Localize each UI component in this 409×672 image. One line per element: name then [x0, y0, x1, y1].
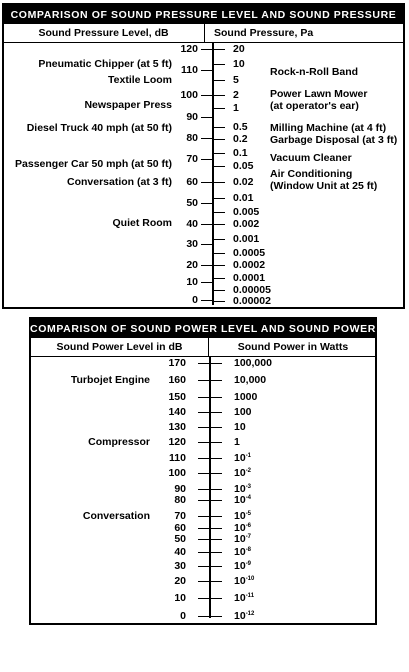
power-watts-label: 1 [234, 436, 240, 448]
power-db-tick-mark [198, 598, 210, 599]
power-watts-tick-mark [210, 412, 222, 413]
power-exponent: -4 [245, 495, 252, 501]
power-exponent: -3 [245, 484, 252, 490]
sound-pressure-title: COMPARISON OF SOUND PRESSURE LEVEL AND SOUND PRESSURE [4, 5, 403, 24]
power-watts-tick-mark [210, 427, 222, 428]
sound-power-panel [29, 317, 377, 625]
power-watts-label: 100,000 [234, 357, 272, 369]
power-watts-tick-mark [210, 380, 222, 381]
power-exponent: -2 [245, 468, 252, 474]
power-db-label: 30 [174, 560, 186, 572]
power-watts-tick-mark [210, 566, 222, 567]
noise-source-label: Conversation (at 3 ft) [66, 176, 172, 188]
power-exponent: -7 [245, 534, 252, 540]
pa-tick-label: 5 [233, 74, 239, 86]
noise-source-line: Air Conditioning [270, 168, 353, 180]
power-db-tick-mark [198, 616, 210, 617]
pa-tick-label: 0.0001 [233, 272, 266, 284]
pa-tick-label: 0.01 [233, 192, 254, 204]
power-db-tick-mark [198, 500, 210, 501]
power-db-label: 10 [174, 592, 186, 604]
pa-tick-label: 0.00002 [233, 295, 271, 307]
noise-source-label: Passenger Car 50 mph (at 50 ft) [15, 158, 172, 170]
power-db-label: 40 [174, 546, 186, 558]
noise-source-line: Rock-n-Roll Band [270, 66, 359, 78]
power-watts-tick-mark [210, 397, 222, 398]
power-db-tick-mark [198, 412, 210, 413]
pa-tick-label: 0.5 [233, 121, 248, 133]
power-db-tick-mark [198, 489, 210, 490]
noise-source-label: Textile Loom [108, 74, 172, 86]
pa-tick-label: 0.0005 [233, 247, 266, 259]
power-db-label: 50 [174, 533, 186, 545]
db-tick-label: 110 [181, 64, 198, 76]
db-tick-label: 100 [180, 89, 198, 101]
power-db-tick-mark [198, 566, 210, 567]
pa-tick-label: 0.00005 [233, 284, 271, 296]
power-db-tick-mark [198, 516, 210, 517]
power-db-tick-mark [198, 458, 210, 459]
power-watts-label: $10^{-4}$ [234, 494, 252, 506]
pa-tick-label: 0.005 [233, 206, 260, 218]
power-exponent: -11 [245, 593, 255, 599]
noise-source-line: Vacuum Cleaner [270, 152, 352, 164]
power-watts-label: $10^{-11}$ [234, 592, 255, 604]
power-source-label: Conversation [82, 510, 150, 522]
power-watts-label: $10^{-10}$ [234, 575, 255, 587]
power-exponent: -12 [245, 611, 255, 617]
pa-tick-label: 2 [233, 89, 239, 101]
power-watts-label: $10^{-8}$ [234, 546, 252, 558]
power-exponent: -6 [245, 523, 252, 529]
power-watts-tick-mark [210, 473, 222, 474]
power-db-tick-mark [198, 552, 210, 553]
db-tick-label: 0 [192, 294, 198, 306]
power-exponent: -5 [245, 511, 252, 517]
power-watts-label: 100 [234, 406, 252, 418]
pa-tick-label: 10 [233, 58, 245, 70]
power-exponent: -8 [245, 547, 252, 553]
power-watts-label: $10^{-5}$ [234, 510, 252, 522]
power-watts-label: 10,000 [234, 374, 267, 386]
power-watts-tick-mark [210, 581, 222, 582]
noise-source-label: Pneumatic Chipper (at 5 ft) [38, 58, 172, 70]
sound-power-level-header: Sound Power Level in dB [56, 341, 183, 353]
db-tick-label: 70 [186, 153, 198, 165]
power-watts-label: 1000 [234, 391, 258, 403]
pa-tick-label: 0.001 [233, 233, 260, 245]
sound-power-title: COMPARISON OF SOUND POWER LEVEL AND SOUND POWER [31, 319, 375, 338]
power-source-label: Turbojet Engine [70, 374, 150, 386]
power-watts-label: $10^{-12}$ [234, 610, 255, 622]
power-watts-tick-mark [210, 516, 222, 517]
db-tick-label: 80 [186, 132, 198, 144]
power-watts-tick-mark [210, 616, 222, 617]
power-db-tick-mark [198, 380, 210, 381]
db-tick-label: 40 [186, 218, 198, 230]
db-tick-label: 90 [186, 111, 198, 123]
db-tick-label: 20 [186, 259, 198, 271]
power-exponent: -1 [245, 453, 252, 459]
pa-tick-label: 1 [233, 102, 239, 114]
power-db-label: 160 [168, 374, 186, 386]
pa-tick-label: 0.002 [233, 218, 260, 230]
power-db-label: 130 [168, 421, 186, 433]
db-tick-label: 10 [186, 276, 198, 288]
sound-power-scale-axis [209, 356, 211, 618]
power-db-label: 140 [168, 406, 186, 418]
noise-source-label: Diesel Truck 40 mph (at 50 ft) [26, 122, 172, 134]
power-watts-tick-mark [210, 598, 222, 599]
power-db-label: 0 [180, 610, 186, 622]
power-db-label: 20 [174, 575, 186, 587]
power-watts-label: 10 [234, 421, 246, 433]
power-db-label: 150 [168, 391, 186, 403]
sound-pressure-pa-header: Sound Pressure, Pa [214, 27, 314, 39]
power-db-label: 70 [174, 510, 186, 522]
pa-tick-label: 0.2 [233, 133, 248, 145]
power-source-label: Compressor [88, 436, 150, 448]
power-watts-label: $10^{-2}$ [234, 467, 252, 479]
power-watts-tick-mark [210, 552, 222, 553]
power-watts-label: $10^{-7}$ [234, 533, 252, 545]
db-tick-label: 50 [186, 197, 198, 209]
power-db-label: 110 [169, 452, 186, 464]
pa-tick-label: 0.0002 [233, 259, 266, 271]
power-watts-tick-mark [210, 363, 222, 364]
power-db-tick-mark [198, 427, 210, 428]
sound-power-scale-area [2, 2, 409, 672]
power-watts-tick-mark [210, 458, 222, 459]
power-db-tick-mark [198, 581, 210, 582]
power-db-tick-mark [198, 539, 210, 540]
power-db-tick-mark [198, 528, 210, 529]
noise-source-label: Quiet Room [112, 217, 172, 229]
noise-source-line: (Window Unit at 25 ft) [270, 180, 378, 192]
power-watts-tick-mark [210, 489, 222, 490]
pa-tick-label: 20 [233, 43, 245, 55]
sound-pressure-level-header: Sound Pressure Level, dB [38, 27, 169, 39]
power-db-tick-mark [198, 442, 210, 443]
power-db-label: 60 [174, 522, 186, 534]
power-watts-tick-mark [210, 442, 222, 443]
power-watts-tick-mark [210, 500, 222, 501]
power-db-label: 120 [168, 436, 186, 448]
power-db-tick-mark [198, 363, 210, 364]
power-watts-label: $10^{-9}$ [234, 560, 252, 572]
power-db-tick-mark [198, 397, 210, 398]
power-exponent: -9 [245, 561, 252, 567]
noise-source-line: Garbage Disposal (at 3 ft) [270, 134, 398, 146]
power-db-label: 170 [168, 357, 186, 369]
power-watts-label: $10^{-1}$ [234, 452, 252, 464]
pa-tick-label: 0.1 [233, 147, 248, 159]
power-watts-tick-mark [210, 528, 222, 529]
noise-source-line: (at operator's ear) [270, 100, 359, 112]
pa-tick-label: 0.02 [233, 176, 254, 188]
db-tick-label: 30 [186, 238, 198, 250]
power-watts-label: $10^{-6}$ [234, 522, 252, 534]
sound-power-watts-header: Sound Power in Watts [237, 341, 349, 353]
noise-source-line: Milling Machine (at 4 ft) [270, 122, 387, 134]
power-watts-tick-mark [210, 539, 222, 540]
power-db-label: 100 [168, 467, 186, 479]
power-db-label: 80 [174, 494, 186, 506]
power-db-label: 90 [174, 483, 186, 495]
noise-source-line: Power Lawn Mower [270, 88, 368, 100]
power-exponent: -10 [245, 576, 255, 582]
db-tick-label: 60 [186, 176, 198, 188]
noise-source-label: Newspaper Press [84, 99, 172, 111]
pa-tick-label: 0.05 [233, 160, 254, 172]
power-watts-label: $10^{-3}$ [234, 483, 252, 495]
db-tick-label: 120 [180, 43, 198, 55]
power-db-tick-mark [198, 473, 210, 474]
